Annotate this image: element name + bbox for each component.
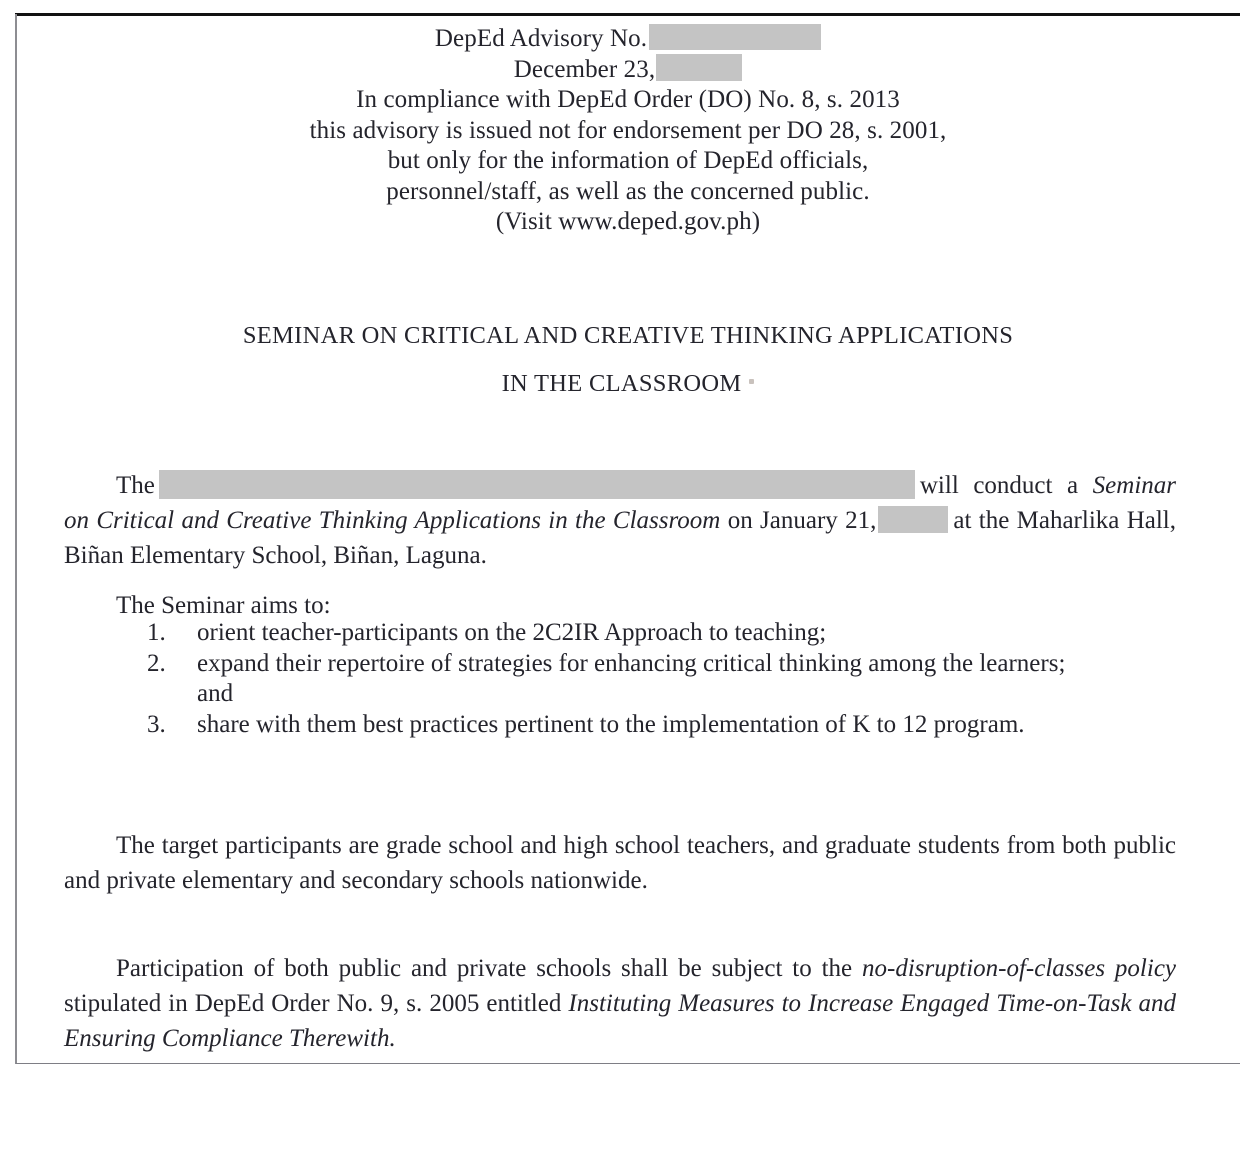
- list-item-text: expand their repertoire of strategies for enhancing critical thinking among the learners; and: [197, 649, 1066, 707]
- target-participants-text: The target participants are grade school and high school teachers, and graduate students from both public and private elementary and secondary schools nationwide.: [64, 832, 1176, 894]
- redaction-advisory-number: [649, 24, 821, 50]
- scan-artifact-mark: [749, 379, 754, 384]
- redaction-organizer-name: [159, 470, 915, 499]
- advisory-masthead: [88, 24, 1168, 238]
- intro-date-text: on January 21,: [727, 507, 877, 534]
- policy-italic-no-disruption: no-disruption-of-classes policy: [862, 955, 1177, 982]
- list-item-text: share with them best practices pertinent to the implementation of K to 12 program.: [197, 710, 1025, 738]
- intro-after-org-text: will conduct a: [919, 472, 1079, 499]
- paragraph-target-participants: [64, 828, 1176, 898]
- intro-seminar-title-italic: Seminar on Critical and Creative Thinking Applications in the Classroom: [64, 472, 1176, 534]
- seminar-title-line-1: SEMINAR ON CRITICAL AND CREATIVE THINKING APPLICATIONS: [242, 322, 1014, 349]
- list-item-number: 1.: [147, 619, 166, 646]
- policy-text-part2: stipulated in DepEd Order No. 9, s. 2005 entitled: [64, 990, 562, 1017]
- masthead-line-endorsement: this advisory is issued not for endorsement per DO 28, s. 2001,: [309, 116, 947, 144]
- aims-numbered-list: [147, 618, 1107, 740]
- advisory-number-label: DepEd Advisory No.: [434, 25, 648, 52]
- page-frame-bottom-border: [16, 1063, 1240, 1064]
- intro-lead-text: The: [116, 472, 155, 499]
- list-item-number: 2.: [147, 649, 166, 677]
- masthead-line-date: [88, 55, 1168, 86]
- masthead-line-website: (Visit www.deped.gov.ph): [495, 208, 761, 235]
- masthead-line-advisory-no: [88, 24, 1168, 55]
- paragraph-intro: [64, 468, 1176, 573]
- list-item-number: 3.: [147, 710, 166, 738]
- paragraph-policy: [64, 951, 1176, 1056]
- seminar-title-line-2-wrapper: [88, 360, 1168, 408]
- seminar-title-block: [88, 312, 1168, 408]
- intro-venue-text: at the Maharlika Hall, Biñan Elementary School, Biñan, Laguna.: [64, 507, 1176, 569]
- aims-lead-text: The Seminar aims to:: [116, 592, 331, 619]
- advisory-date-label: December 23,: [513, 55, 656, 83]
- seminar-title-line-2: IN THE CLASSROOM: [501, 370, 742, 397]
- redaction-seminar-year: [878, 506, 948, 533]
- list-item: [147, 649, 1107, 710]
- masthead-line-public: personnel/staff, as well as the concerned public.: [386, 177, 870, 205]
- redaction-advisory-year: [656, 54, 742, 81]
- list-item: [147, 710, 1107, 741]
- list-item-text: orient teacher-participants on the 2C2IR Approach to teaching;: [197, 619, 827, 646]
- list-item: [147, 618, 1107, 649]
- masthead-line-officials: but only for the information of DepEd officials,: [387, 147, 869, 174]
- policy-text-part1: Participation of both public and private schools shall be subject to the: [116, 955, 853, 982]
- policy-italic-order-title: Instituting Measures to Increase Engaged Time-on-Task and Ensuring Compliance Therewith.: [64, 990, 1176, 1052]
- masthead-line-compliance: In compliance with DepEd Order (DO) No. 8, s. 2013: [356, 86, 900, 113]
